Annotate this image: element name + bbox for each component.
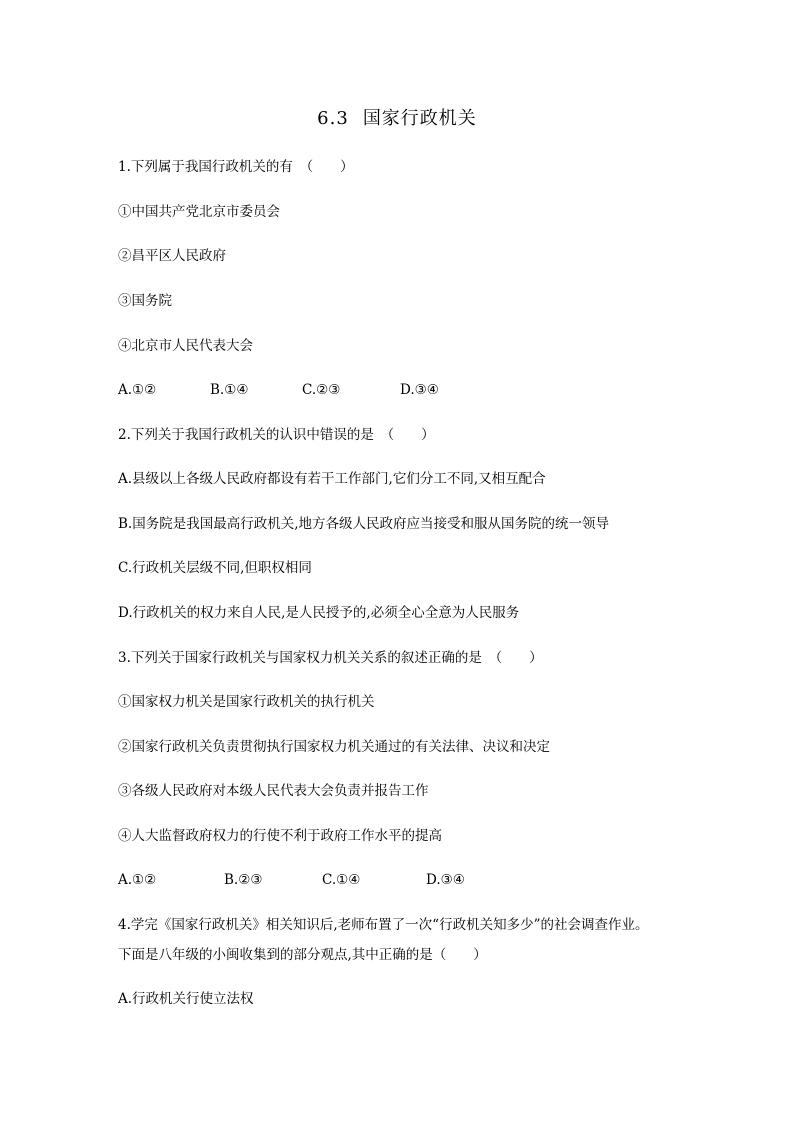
q2-option-d: D.行政机关的权力来自人民,是人民授予的,必须全心全意为人民服务 [118, 605, 520, 621]
q3-option-a: A.①② [118, 872, 157, 888]
q3-item-3: ③各级人民政府对本级人民代表大会负责并报告工作 [118, 783, 429, 799]
q2-stem: 2.下列关于我国行政机关的认识中错误的是 （ ） [118, 427, 435, 443]
q2-option-c: C.行政机关层级不同,但职权相同 [118, 560, 312, 576]
q3-option-d: D.③④ [426, 872, 465, 888]
q3-item-2: ②国家行政机关负责贯彻执行国家权力机关通过的有关法律、决议和决定 [118, 739, 550, 755]
q1-options [118, 381, 439, 399]
q1-option-d: D.③④ [400, 382, 439, 398]
q3-option-b: B.②③ [224, 872, 263, 888]
q2-option-b: B.国务院是我国最高行政机关,地方各级人民政府应当接受和服从国务院的统一领导 [118, 516, 610, 532]
q3-item-1: ①国家权力机关是国家行政机关的执行机关 [118, 694, 375, 710]
q1-option-c: C.②③ [302, 382, 341, 398]
q1-option-a: A.①② [118, 382, 157, 398]
q1-item-2: ②昌平区人民政府 [118, 248, 226, 264]
q1-stem: 1.下列属于我国行政机关的有 （ ） [118, 159, 354, 175]
q4-stem-line-2: 下面是八年级的小闽收集到的部分观点,其中正确的是（ ） [118, 947, 487, 963]
q3-options [118, 871, 465, 889]
q1-item-1: ①中国共产党北京市委员会 [118, 204, 280, 220]
q2-option-a: A.县级以上各级人民政府都设有若干工作部门,它们分工不同,又相互配合 [118, 471, 546, 487]
q1-item-4: ④北京市人民代表大会 [118, 338, 253, 354]
q3-option-c: C.①④ [322, 872, 361, 888]
title-text: 国家行政机关 [362, 108, 477, 129]
q1-item-3: ③国务院 [118, 293, 172, 309]
q3-item-4: ④人大监督政府权力的行使不利于政府工作水平的提高 [118, 828, 442, 844]
q4-stem-line-1: 4.学完《国家行政机关》相关知识后,老师布置了一次“行政机关知多少”的社会调查作业。 [118, 917, 649, 933]
page-title [0, 104, 794, 130]
q3-stem: 3.下列关于国家行政机关与国家权力机关关系的叙述正确的是 （ ） [118, 650, 543, 666]
q4-option-a: A.行政机关行使立法权 [118, 991, 254, 1007]
q1-option-b: B.①④ [210, 382, 249, 398]
title-number: 6.3 [317, 108, 349, 129]
